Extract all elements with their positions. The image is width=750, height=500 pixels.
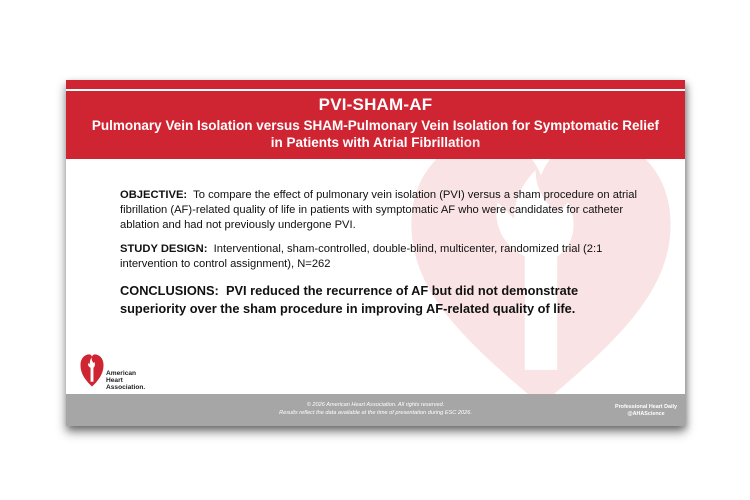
copyright-line-1: © 2026 American Heart Association. All rights reserved. bbox=[306, 402, 445, 408]
study-design-text: Interventional, sham-controlled, double-blind, multicenter, randomized trial (2:1 intervention to control assignment), N=262 bbox=[120, 243, 603, 270]
logo-line-2: Heart bbox=[106, 377, 123, 385]
logo-line-1: American bbox=[106, 370, 137, 377]
subtitle-line-1: Pulmonary Vein Isolation versus SHAM-Pulmonary Vein Isolation for Symptomatic Relief bbox=[91, 118, 660, 133]
conclusions-paragraph bbox=[120, 282, 640, 318]
aha-logo-text bbox=[106, 370, 145, 392]
header-top-stripe bbox=[66, 80, 685, 91]
aha-logo bbox=[80, 350, 200, 395]
conclusions-label: CONCLUSIONS: bbox=[120, 283, 219, 298]
aha-heart-torch-icon bbox=[80, 350, 104, 388]
handle-line-1: Professional Heart Daily bbox=[614, 404, 677, 410]
objective-paragraph bbox=[120, 188, 640, 233]
slide-content bbox=[120, 188, 640, 327]
objective-label: OBJECTIVE: bbox=[120, 189, 188, 201]
handle-line-2: @AHAScience bbox=[627, 411, 665, 417]
objective-text: To compare the effect of pulmonary vein isolation (PVI) versus a sham procedure on atrial fibrillation (AF)-related quality of life in patients with symptomatic AF who were candidates for catheter ablation and had not previously undergone PVI. bbox=[120, 189, 637, 231]
logo-line-3: Association. bbox=[106, 384, 146, 392]
subtitle-line-2: in Patients with Atrial Fibrillation bbox=[270, 135, 481, 150]
study-design-paragraph bbox=[120, 242, 640, 272]
slide bbox=[66, 80, 685, 426]
social-handle bbox=[615, 404, 677, 418]
conclusions-text: PVI reduced the recurrence of AF but did not demonstrate superiority over the sham procedure in improving AF-related quality of life. bbox=[120, 283, 579, 316]
copyright-notice bbox=[66, 401, 685, 417]
slide-footer bbox=[66, 394, 685, 426]
copyright-line-2: Results reflect the data available at the time of presentation during ESC 2026. bbox=[279, 410, 472, 416]
slide-title: PVI-SHAM-AF bbox=[318, 95, 433, 114]
study-design-label: STUDY DESIGN: bbox=[120, 243, 208, 255]
